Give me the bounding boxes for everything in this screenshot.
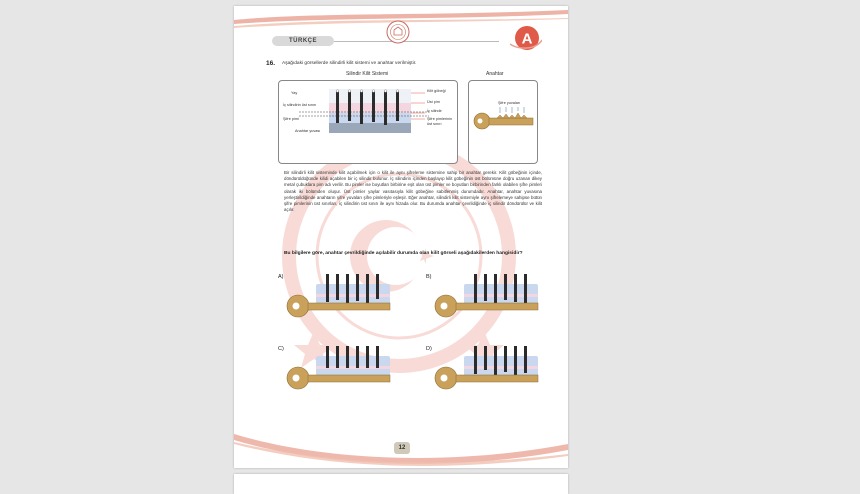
option-c-image[interactable] (284, 342, 394, 394)
question-paragraph: Bir silindirli kilit sisteminde kilit açabilmek için o kilit ile aynı şifreleme sistemine sahip bir anahtar gerekir. Kilit göbeğinin içinde, döndürüldüğünde kilidi açabilen bir iç silindir bulunur. İç silindirin içinden başlayıp kilit göbeğinin üst bölümüne doğru uzanan dikey metal çubuklara pim adı verilir. Bu pimler ise boyutları birbirine eşit olan üst pimler ve boyutları birbirinden farklı olabilen şifre pimleri olarak iki bölümden oluşur. Üst pimler yaylar vasıtasıyla kilit göbeğine sabitlenmiş durumdadır. Anahtar, anahtar yuvasına yerleştirildiğinde anahtarın şifre yuvaları şifre pimleriyle eşleşir. Eğer anahtar, silindirli kilit sistemiyle aynı şifrelemeye sahipse bütün şifre pimlerinin üst sınırları, iç silindirin üst sınırı ile aynı hizada olur. Bu durumda anahtar çevrildiğinde iç silindir döndürülür ve kilit açılır. (284, 170, 542, 213)
lock-figure (278, 80, 458, 164)
question-intro: Aşağıdaki görsellerde silindirli kilit sistemi ve anahtar verilmiştir. (282, 61, 417, 66)
figure-lock-title: Silindir Kilit Sistemi (346, 71, 389, 77)
next-page-edge (234, 474, 568, 494)
question-prompt: Bu bilgilere göre, anahtar çevrildiğinde açılabilir durumda olan kilit görseli aşağıdakilerden hangisidir? (284, 251, 523, 256)
option-d-image[interactable] (432, 342, 542, 394)
label-key-pin-top: Şifre pimlerinin üst sınırı (427, 117, 453, 126)
label-key-pin: Şifre pimi (283, 117, 299, 121)
subject-tab: TÜRKÇE (272, 36, 334, 46)
option-b-letter[interactable]: B) (426, 274, 432, 280)
exam-page (234, 6, 568, 468)
label-keyway: Anahtar yuvası (295, 129, 321, 133)
label-driver-pin: Üst pim (427, 100, 440, 104)
option-c-letter[interactable]: C) (278, 346, 284, 352)
option-a-letter[interactable]: A) (278, 274, 284, 280)
ministry-seal-icon (386, 20, 410, 44)
key-icon (469, 81, 537, 163)
page-number: 12 (394, 442, 410, 454)
key-figure (468, 80, 538, 164)
option-a-image[interactable] (284, 270, 394, 322)
option-d-letter[interactable]: D) (426, 346, 432, 352)
label-spring: Yay (291, 91, 298, 95)
label-inner-cylinder: İç silindir (427, 109, 442, 113)
option-b-image[interactable] (432, 270, 542, 322)
label-lock-body: Kilit göbeği (427, 89, 446, 93)
booklet-letter: A (521, 30, 533, 48)
figure-key-title: Anahtar (486, 71, 504, 77)
label-inner-cylinder-top: İç silindirin üst sınırı (283, 103, 317, 107)
booklet-a-icon (510, 24, 542, 52)
header-divider (334, 41, 499, 42)
question-number: 16. (266, 60, 276, 67)
label-key-notches: Şifre yuvaları (498, 101, 521, 105)
